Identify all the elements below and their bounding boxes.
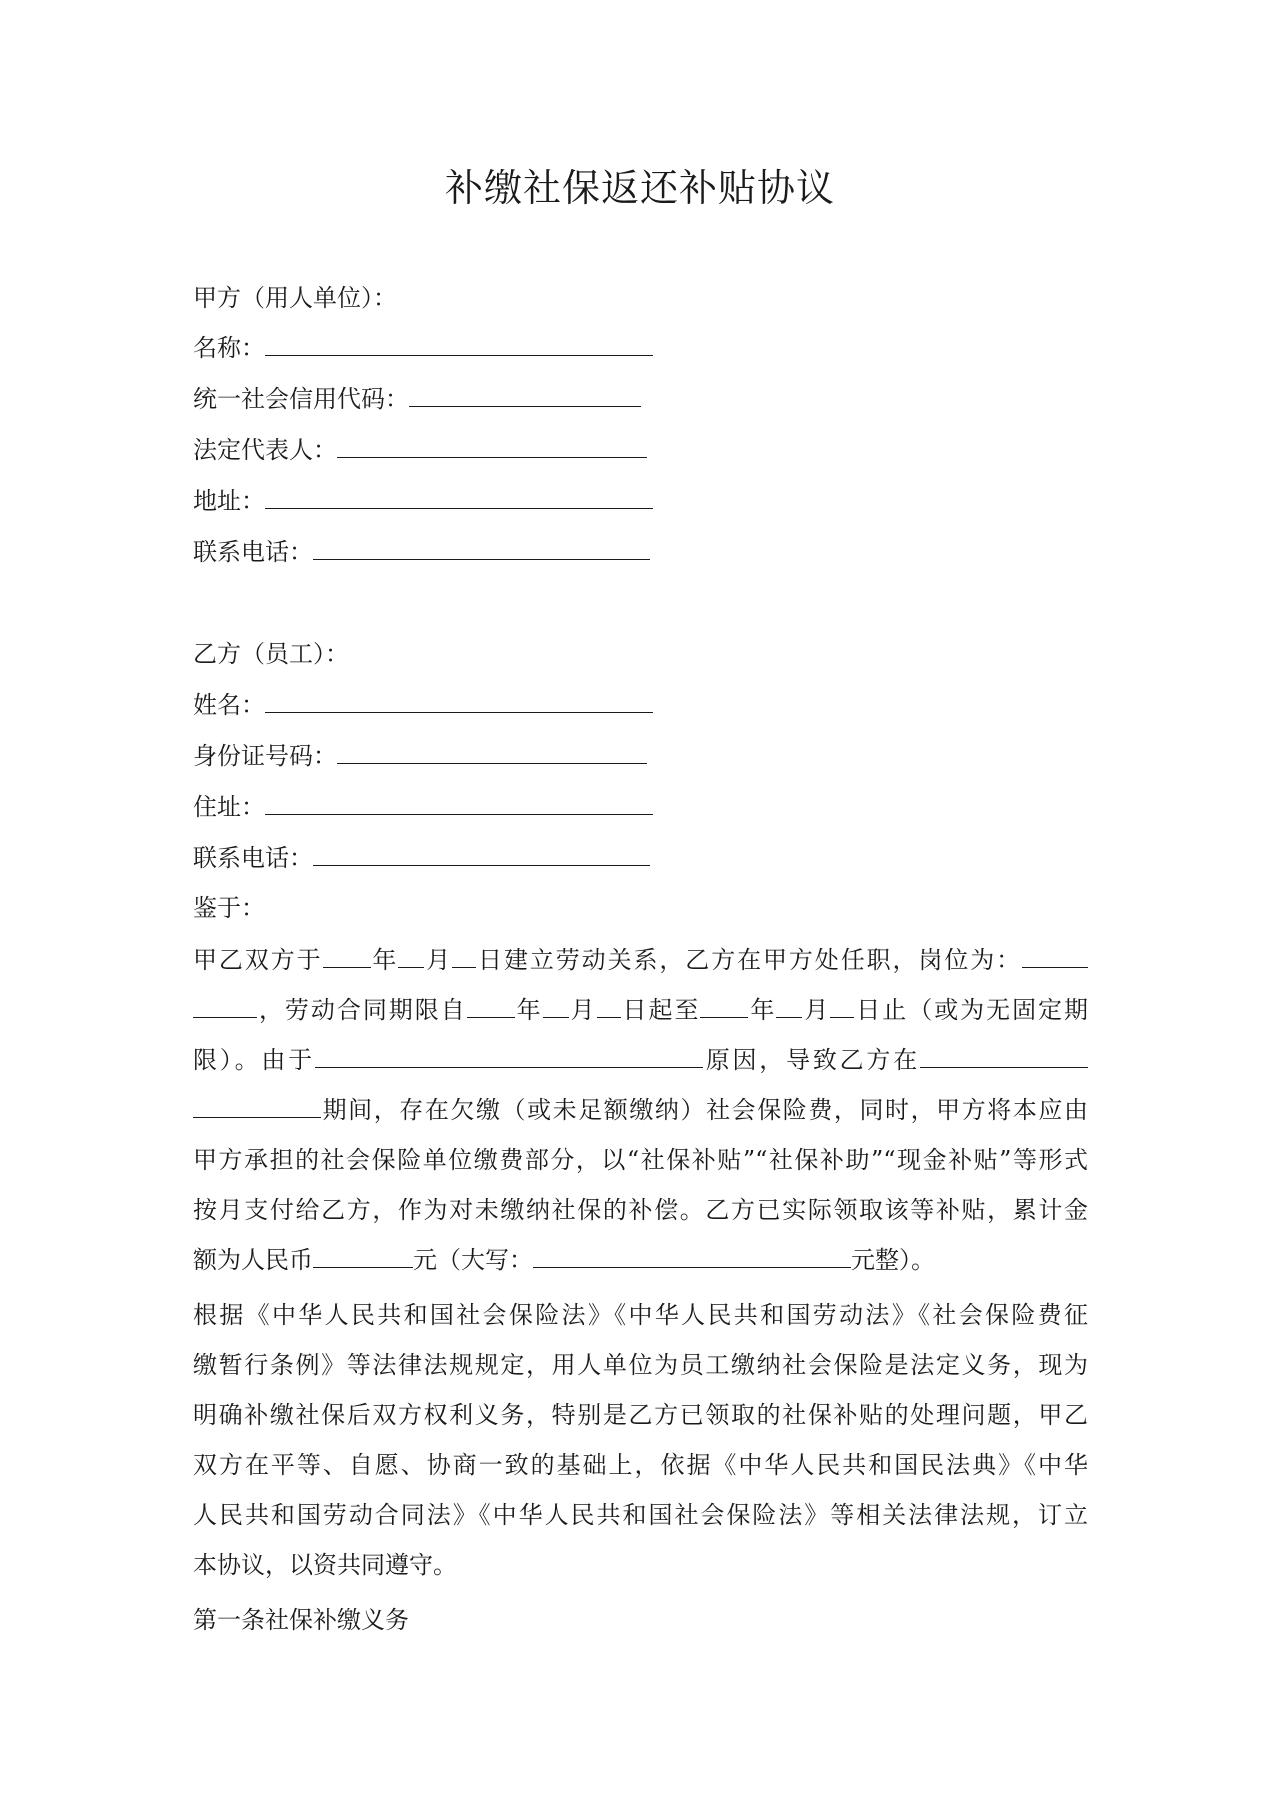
party-b-phone-field: 联系电话：: [193, 833, 650, 883]
para1-line-1: 甲乙双方于 年 月 日建立劳动关系，乙方在甲方处任职，岗位为：: [193, 935, 1088, 985]
contract-end-month-blank[interactable]: [776, 987, 802, 1018]
page-title: 补缴社保返还补贴协议: [444, 166, 835, 210]
contract-start-day-blank[interactable]: [597, 987, 621, 1018]
amount-figure-blank[interactable]: [313, 1237, 413, 1268]
party-b-name-field: 姓名：: [193, 680, 653, 730]
para1-line-3: 限）。由于 原因，导致乙方在: [193, 1035, 1088, 1085]
party-b-heading: 乙方（员工）：: [193, 640, 349, 668]
para1-line-5: 甲方承担的社会保险单位缴费部分，以“社保补贴”“社保补助”“现金补贴”等形式: [193, 1146, 1088, 1174]
start-year-blank[interactable]: [323, 937, 371, 968]
para2-line-2: 缴暂行条例》等法律法规规定，用人单位为员工缴纳社会保险是法定义务，现为: [193, 1351, 1088, 1379]
party-b-name-blank[interactable]: [265, 682, 653, 713]
reason-blank[interactable]: [315, 1037, 703, 1068]
contract-start-month-blank[interactable]: [543, 987, 569, 1018]
start-day-blank[interactable]: [452, 937, 476, 968]
position-blank[interactable]: [1022, 937, 1088, 968]
whereas-label: 鉴于：: [193, 894, 265, 922]
para1-line-6: 按月支付给乙方，作为对未缴纳社保的补偿。乙方已实际领取该等补贴，累计金: [193, 1196, 1088, 1224]
party-b-address-field: 住址：: [193, 782, 653, 832]
para1-line-2: ，劳动合同期限自 年 月 日起至 年 月 日止（或为无固定期: [193, 985, 1088, 1035]
party-b-address-blank[interactable]: [265, 784, 653, 815]
party-a-credit-code-blank[interactable]: [409, 376, 641, 407]
para2-line-6: 本协议，以资共同遵守。: [193, 1551, 457, 1579]
para2-line-1: 根据《中华人民共和国社会保险法》《中华人民共和国劳动法》《社会保险费征: [193, 1301, 1088, 1329]
party-b-phone-blank[interactable]: [313, 835, 650, 866]
para1-line-7: 额为人民币 元（大写： 元整）。: [193, 1235, 1088, 1285]
party-a-phone-field: 联系电话：: [193, 527, 650, 577]
party-a-credit-code-field: 统一社会信用代码：: [193, 374, 641, 424]
party-b-id-field: 身份证号码：: [193, 731, 647, 781]
para2-line-5: 人民共和国劳动合同法》《中华人民共和国社会保险法》等相关法律法规，订立: [193, 1501, 1088, 1529]
amount-words-blank[interactable]: [533, 1237, 851, 1268]
whereas-paragraph: [193, 935, 1088, 1285]
contract-end-day-blank[interactable]: [830, 987, 854, 1018]
contract-end-year-blank[interactable]: [700, 987, 748, 1018]
period-blank[interactable]: [920, 1037, 1088, 1068]
party-a-legal-rep-field: 法定代表人：: [193, 425, 647, 475]
position-blank-cont[interactable]: [193, 987, 257, 1018]
para2-line-3: 明确补缴社保后双方权利义务，特别是乙方已领取的社保补贴的处理问题，甲乙: [193, 1401, 1088, 1429]
party-a-name-field: 名称：: [193, 323, 653, 373]
party-b-id-blank[interactable]: [337, 733, 647, 764]
party-a-name-blank[interactable]: [265, 325, 653, 356]
party-a-address-field: 地址：: [193, 476, 653, 526]
period-blank-cont[interactable]: [193, 1087, 321, 1118]
contract-start-year-blank[interactable]: [467, 987, 515, 1018]
party-a-address-blank[interactable]: [265, 478, 653, 509]
article-1-heading: 第一条社保补缴义务: [193, 1606, 409, 1634]
party-a-legal-rep-blank[interactable]: [337, 427, 647, 458]
para2-line-4: 双方在平等、自愿、协商一致的基础上，依据《中华人民共和国民法典》《中华: [193, 1451, 1088, 1479]
basis-paragraph: [193, 1290, 1088, 1590]
start-month-blank[interactable]: [398, 937, 424, 968]
para1-line-4: 期间，存在欠缴（或未足额缴纳）社会保险费，同时，甲方将本应由: [193, 1085, 1088, 1135]
party-a-heading: 甲方（用人单位）：: [193, 284, 397, 312]
party-a-phone-blank[interactable]: [313, 529, 650, 560]
